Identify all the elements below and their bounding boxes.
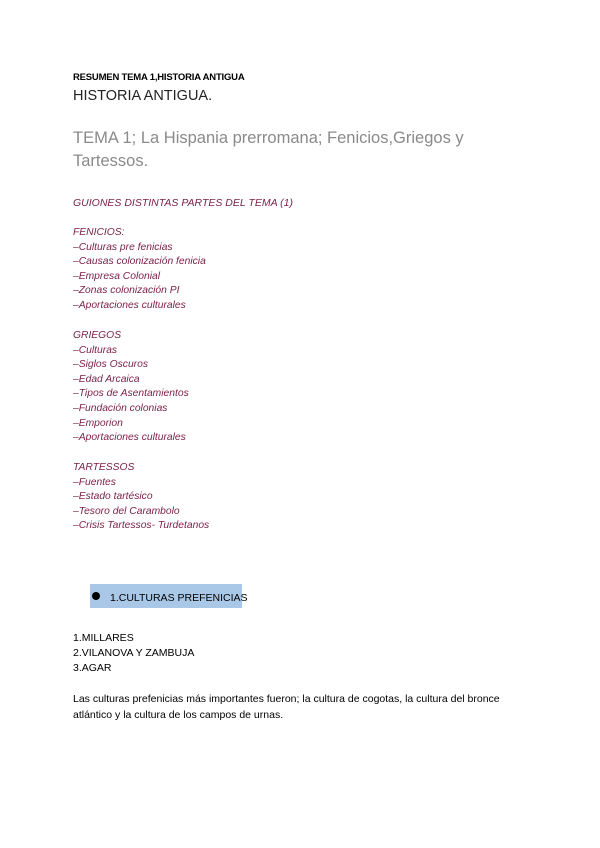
- outline-title: GUIONES DISTINTAS PARTES DEL TEMA (1): [73, 197, 293, 209]
- numbered-list: [73, 631, 194, 677]
- list-item: –Tesoro del Carambolo: [73, 505, 180, 517]
- list-item: 1.MILLARES: [73, 632, 134, 644]
- body-paragraph: Las culturas prefenicias más importantes fueron; la cultura de cogotas, la cultura del bronce atlántico y la cultura de los campos de urnas.: [73, 693, 500, 721]
- list-item: 2.VILANOVA Y ZAMBUJA: [73, 647, 195, 660]
- list-item: –Tipos de Asentamientos: [73, 388, 189, 400]
- bullet-icon: [92, 592, 100, 600]
- section-heading: FENICIOS:: [73, 227, 125, 238]
- outline-section-griegos: [73, 329, 189, 446]
- list-item: –Causas colonización fenicia: [73, 256, 206, 268]
- list-item: –Crisis Tartessos- Turdetanos: [73, 520, 210, 532]
- section-heading: GRIEGOS: [73, 330, 122, 341]
- list-item: –Fundación colonias: [73, 402, 168, 414]
- list-item: –Siglos Oscuros: [73, 359, 148, 371]
- section-heading-culturas-prefenicias: 1.CULTURAS PREFENICIAS: [110, 592, 248, 604]
- tema-title: TEMA 1; La Hispania prerromana; Fenicios,Griegos y Tartessos.: [73, 129, 464, 170]
- main-heading: HISTORIA ANTIGUA.: [73, 88, 213, 104]
- list-item: –Empresa Colonial: [73, 270, 160, 282]
- outline-section-fenicios: [73, 226, 206, 314]
- list-item: –Fuentes: [73, 476, 116, 488]
- section-heading: TARTESSOS: [73, 462, 135, 473]
- list-item: –Aportaciones culturales: [73, 299, 186, 311]
- list-item: –Emporion: [73, 417, 123, 429]
- list-item: –Culturas pre fenicias: [73, 241, 173, 253]
- outline-section-tartessos: [73, 461, 209, 534]
- summary-label: RESUMEN TEMA 1,HISTORIA ANTIGUA: [73, 72, 245, 83]
- list-item: 3.AGAR: [73, 662, 112, 675]
- list-item: –Aportaciones culturales: [73, 432, 186, 444]
- list-item: –Zonas colonización PI: [73, 285, 180, 297]
- list-item: –Edad Arcaica: [73, 373, 140, 385]
- list-item: –Estado tartésico: [73, 491, 153, 503]
- list-item: –Culturas: [73, 344, 118, 356]
